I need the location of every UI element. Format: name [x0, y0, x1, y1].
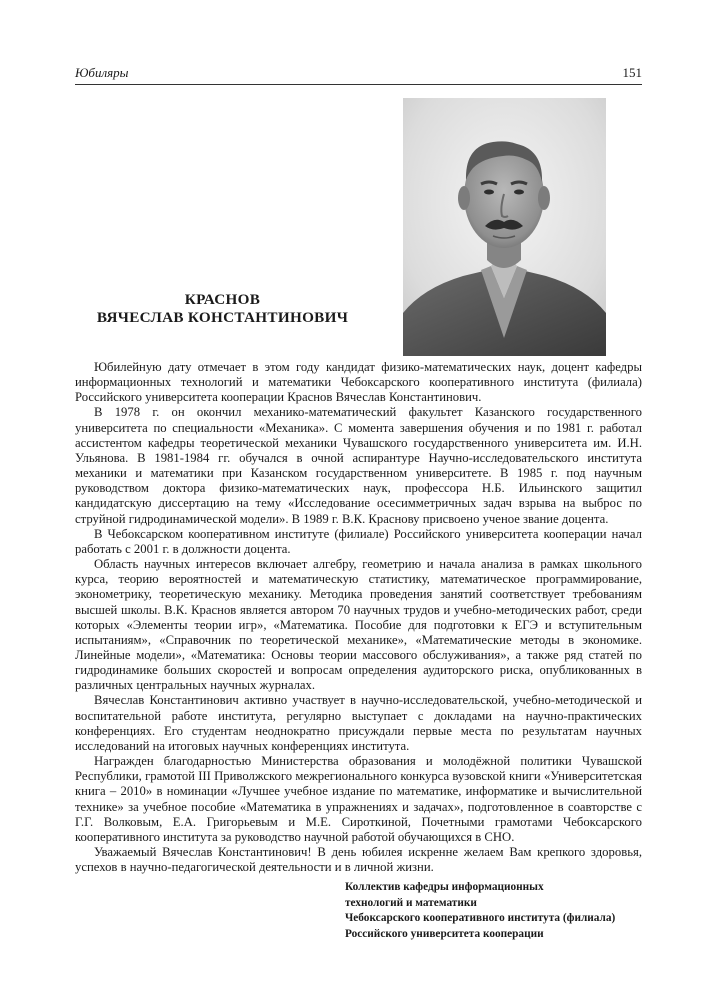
paragraph: Вячеслав Константинович активно участвует в научно-исследовательской, учебно-методической и воспитательной работе института, регулярно выступает с докладами на научно-практических конференциях. Его студентам неоднократно присуждали первые места по результатам научных исследований на итоговых научных конференциях института.	[75, 693, 642, 753]
paragraph: Уважаемый Вячеслав Константинович! В день юбилея искренне желаем Вам крепкого здоровья, успехов в научно-педагогической деятельности и в личной жизни.	[75, 845, 642, 875]
article-body	[75, 360, 642, 875]
honoree-name	[75, 291, 370, 327]
signature-block	[345, 880, 645, 942]
paragraph: В Чебоксарском кооперативном институте (филиале) Российского университета кооперации начал работать с 2001 г. в должности доцента.	[75, 526, 642, 556]
paragraph: Юбилейную дату отмечает в этом году кандидат физико-математических наук, доцент кафедры информационных технологий и математики Чебоксарского кооперативного института (филиала) Российского университета кооперации Краснов Вячеслав Константинович.	[75, 360, 642, 405]
given-names: ВЯЧЕСЛАВ КОНСТАНТИНОВИЧ	[96, 309, 349, 326]
paragraph: Награжден благодарностью Министерства образования и молодёжной политики Чувашской Республики, грамотой III Приволжского межрегионального конкурса вузовской книги «Университетская книга – 2010» в номинации «Лучшее учебное издание по математике, информатике и вычислительной технике» за учебное пособие «Математика в упражнениях и задачах», подготовленное в соавторстве с Г.Г. Волковым, Е.А. Григорьевым и М.Е. Сироткиной, Почетными грамотами Чебоксарского кооперативного института за руководство научной работой обучающихся в СНО.	[75, 754, 642, 844]
surname: КРАСНОВ	[184, 291, 261, 308]
running-title: Юбиляры	[75, 65, 129, 80]
signature-line: Российского университета кооперации	[345, 927, 544, 940]
signature-line: технологий и математики	[345, 896, 477, 909]
header-rule	[75, 84, 642, 85]
running-head	[75, 65, 642, 83]
paragraph: В 1978 г. он окончил механико-математический факультет Казанского государственного университета по специальности «Механика». С момента завершения обучения и по 1981 г. работал ассистентом кафедры теоретической механики Чувашского государственного университета им. И.Н. Ульянова. В 1981-1984 гг. обучался в очной аспирантуре Научно-исследовательского института механики и математики при Казанском государственном университете. В 1985 г. под научным руководством доктора физико-математических наук, профессора Н.Б. Ильинского защитил кандидатскую диссертацию на тему «Исследование осесимметричных задач взрыва на выброс по струйной гидродинамической модели». В 1989 г. В.К. Краснову присвоено ученое звание доцента.	[75, 405, 642, 526]
page-number: 151	[622, 65, 642, 80]
signature-line: Чебоксарского кооперативного института (филиала)	[345, 912, 616, 924]
paragraph: Область научных интересов включает алгебру, геометрию и начала анализа в рамках школьного курса, теорию вероятностей и математическую статистику, математическое программирование, эконометрику, теоретическую механику. Методика проведения занятий соответствует требованиям высшей школы. В.К. Краснов является автором 70 научных трудов и учебно-методических работ, среди которых «Элементы теории игр», «Математика. Пособие для подготовки к ЕГЭ и вступительным испытаниям», «Справочник по теоретической механике», «Математические методы в экономике. Линейные модели», «Математика: Основы теории массового обслуживания», а также ряд статей по гидродинамике больших скоростей и вопросам определения аудиторского риска, опубликованных в различных центральных научных журналах.	[75, 557, 642, 693]
portrait-photo	[403, 98, 606, 356]
signature-line: Коллектив кафедры информационных	[345, 881, 544, 893]
portrait-illustration	[403, 98, 606, 356]
